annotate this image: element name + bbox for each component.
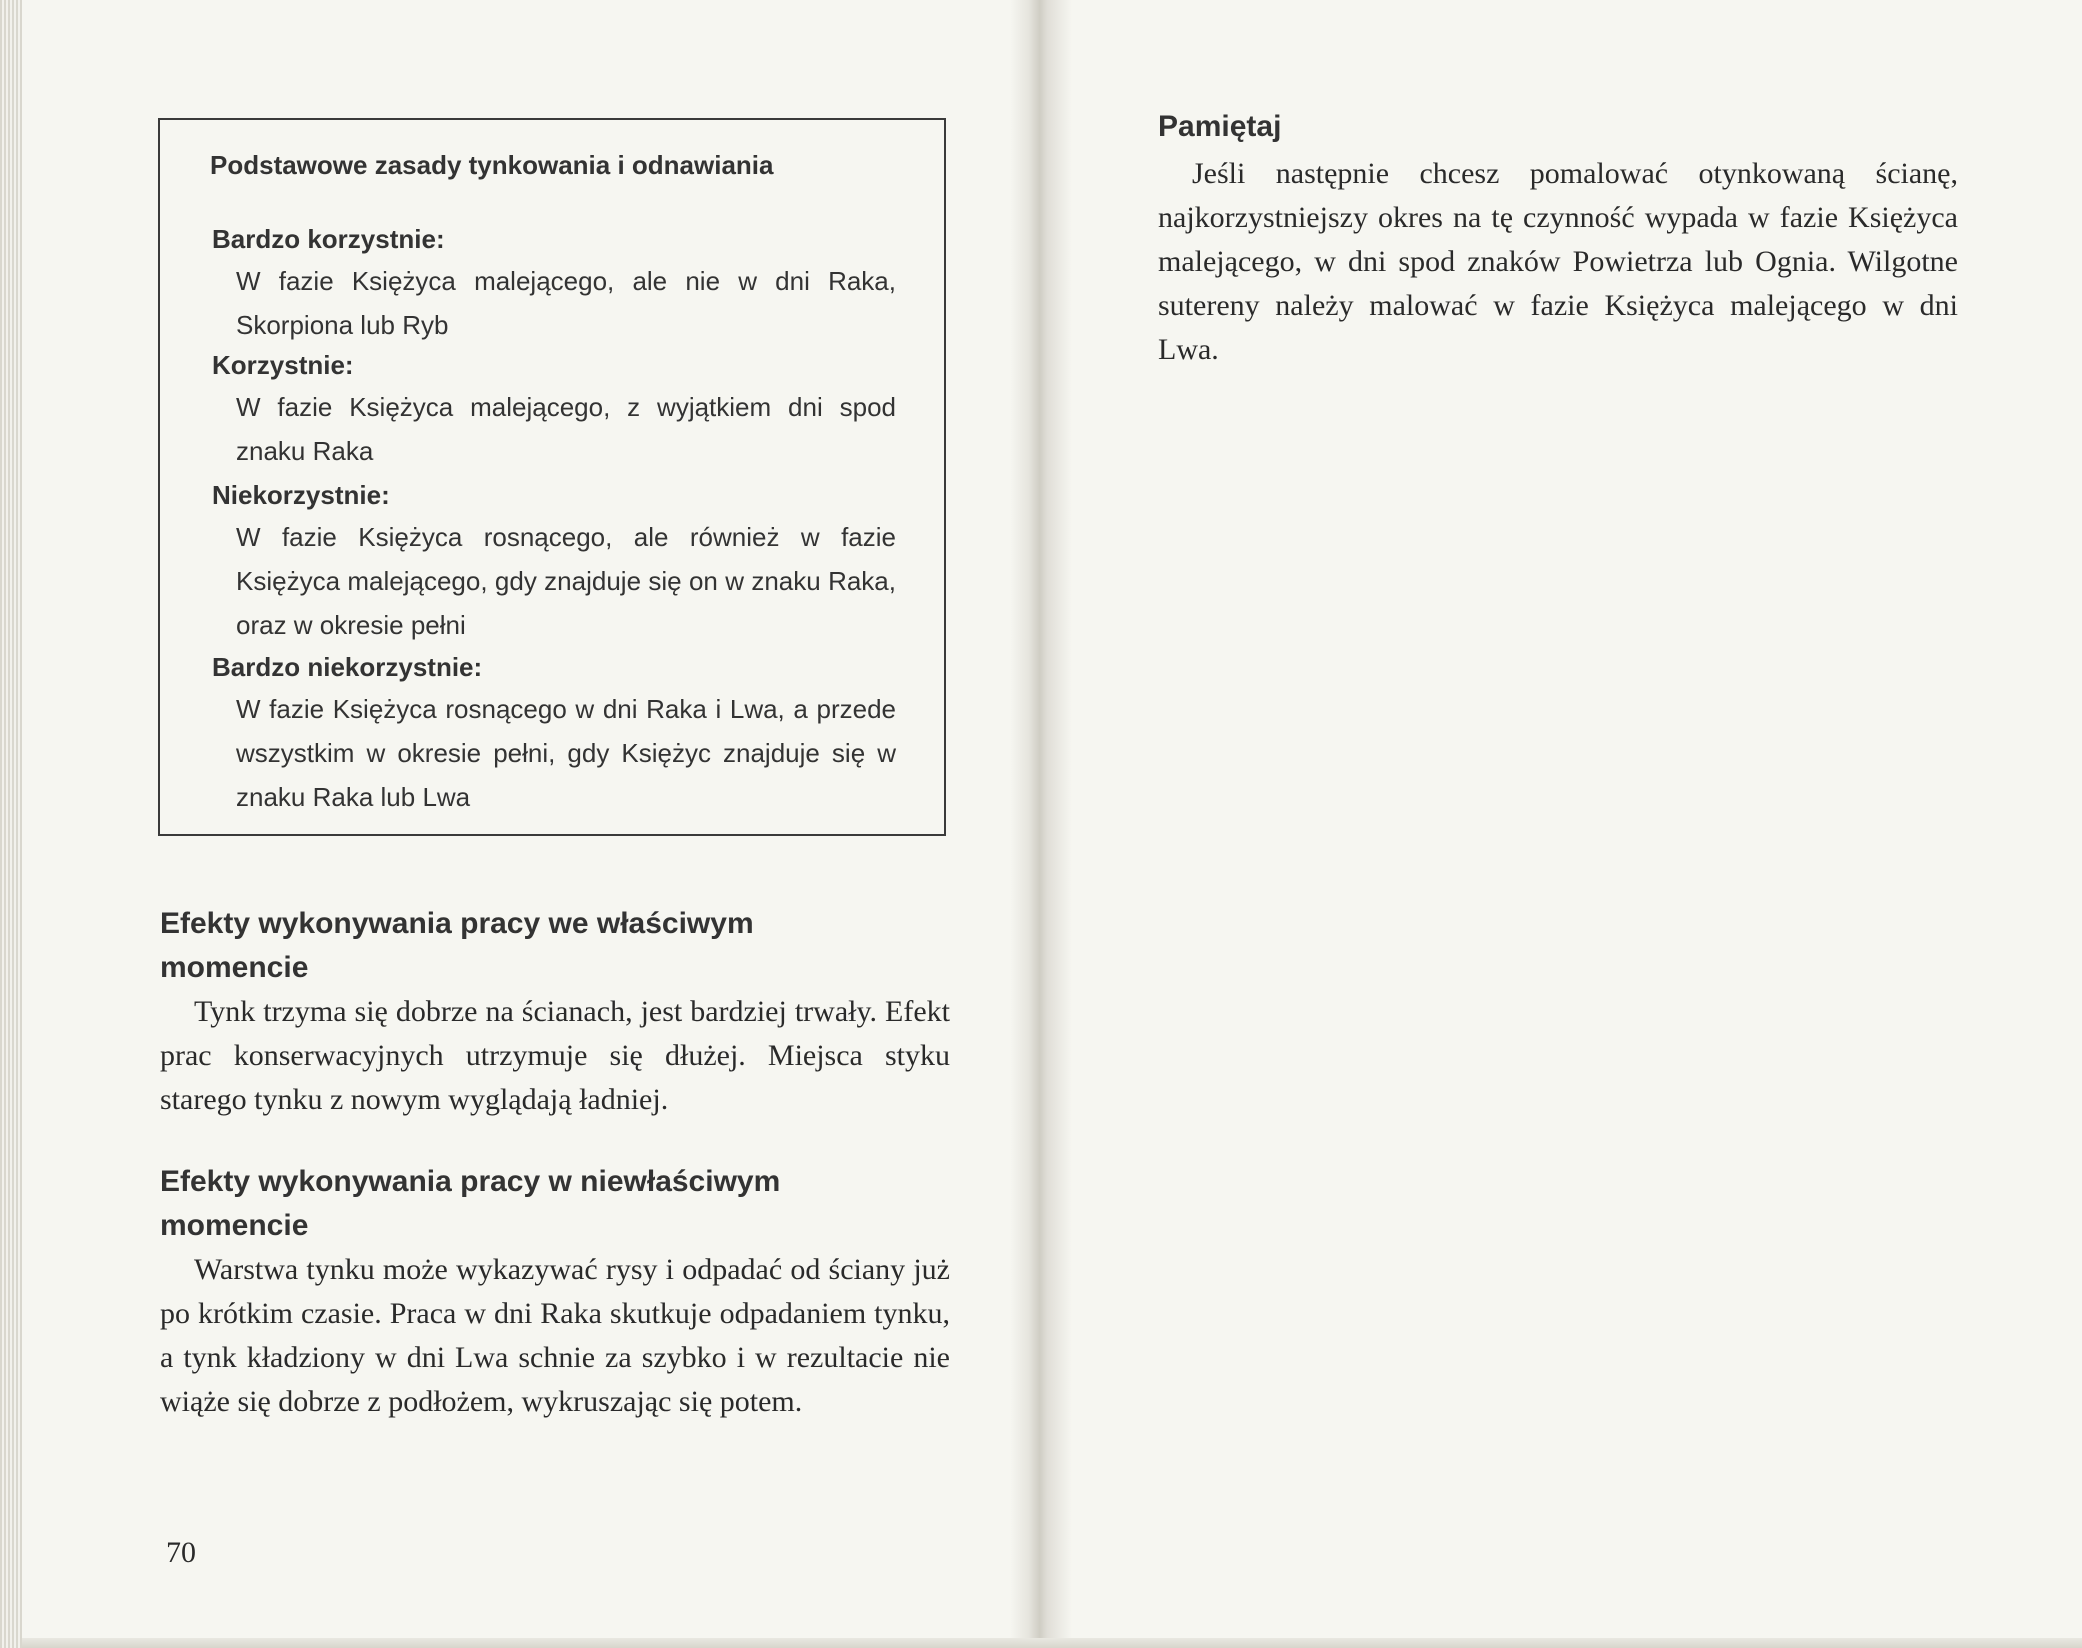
rule-label: Bardzo niekorzystnie:	[212, 652, 483, 682]
rule-very-favorable	[212, 224, 912, 347]
rule-favorable	[212, 350, 912, 473]
section-text-improper-timing: Warstwa tynku może wykazywać rysy i odpadać od ściany już po krótkim czasie. Praca w dni Raka skutkuje odpadaniem tynku, a tynk kładziony w dni Lwa schnie za szybko i w rezultacie nie wiąże się dobrze z podłożem, wykruszając się potem.	[160, 1253, 950, 1418]
page-edges	[0, 0, 22, 1648]
rule-text: W fazie Księżyca malejącego, ale nie w dni Raka, Skorpiona lub Ryb	[236, 266, 896, 340]
book-gutter	[1010, 0, 1072, 1648]
rule-unfavorable	[212, 480, 912, 647]
rule-label: Bardzo korzystnie:	[212, 224, 445, 254]
rule-text: W fazie Księżyca rosnącego w dni Raka i Lwa, a przede wszystkim w okresie pełni, gdy Księżyc znajduje się w znaku Raka lub Lwa	[236, 694, 896, 812]
rule-text: W fazie Księżyca malejącego, z wyjątkiem dni spod znaku Raka	[236, 392, 896, 466]
rules-box-title: Podstawowe zasady tynkowania i odnawiania	[210, 150, 774, 180]
rule-label: Niekorzystnie:	[212, 480, 390, 510]
rule-label: Korzystnie:	[212, 350, 354, 380]
section-heading-improper-timing: Efekty wykonywania pracy w niewłaściwym momencie	[160, 1165, 781, 1242]
section-text-proper-timing: Tynk trzyma się dobrze na ścianach, jest bardziej trwały. Efekt prac konserwacyjnych utrzymuje się dłużej. Miejsca styku starego tynku z nowym wyglądają ładniej.	[160, 995, 950, 1116]
rule-very-unfavorable	[212, 652, 912, 819]
bottom-edge	[22, 1638, 2082, 1648]
rule-text: W fazie Księżyca rosnącego, ale również w fazie Księżyca malejącego, gdy znajduje się on w znaku Raka, oraz w okresie pełni	[236, 522, 896, 640]
remember-heading: Pamiętaj	[1158, 110, 1282, 143]
page-number: 70	[166, 1536, 196, 1569]
remember-text: Jeśli następnie chcesz pomalować otynkowaną ścianę, najkorzystniejszy okres na tę czynność wypada w fazie Księżyca malejącego, w dni spod znaków Powietrza lub Ognia. Wilgotne sutereny należy malować w fazie Księżyca malejącego w dni Lwa.	[1158, 157, 1958, 366]
section-heading-proper-timing: Efekty wykonywania pracy we właściwym momencie	[160, 907, 754, 984]
